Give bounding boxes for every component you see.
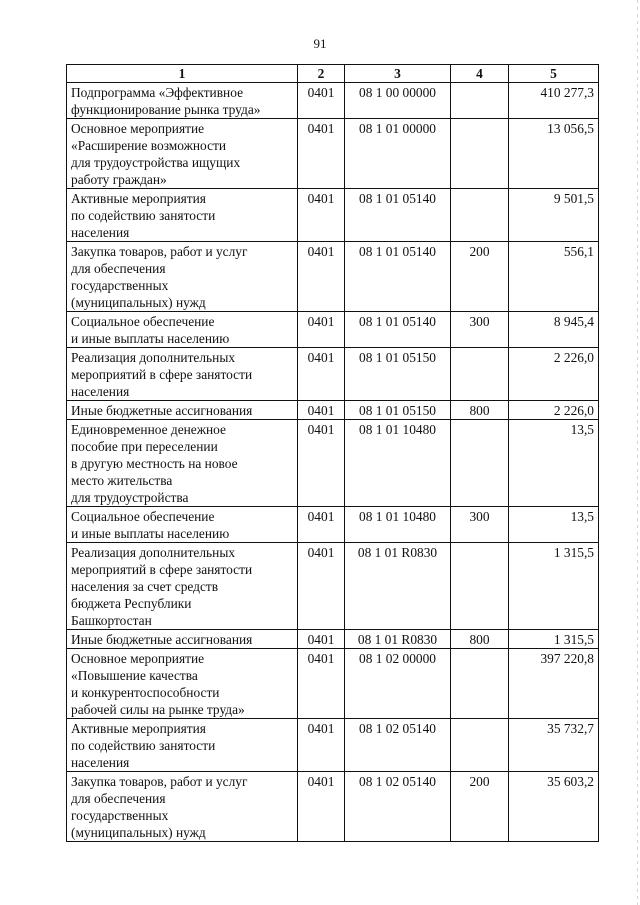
cell-name: Социальное обеспечение и иные выплаты населению — [67, 312, 298, 348]
cell-amount: 2 226,0 — [509, 401, 599, 420]
cell-name: Закупка товаров, работ и услуг для обеспечения государственных (муниципальных) нужд — [67, 772, 298, 842]
cell-amount: 556,1 — [509, 242, 599, 312]
table-row — [67, 401, 599, 420]
cell-section-code: 0401 — [298, 189, 345, 242]
header-col-3: 3 — [345, 65, 451, 83]
cell-section-code: 0401 — [298, 719, 345, 772]
cell-section-code: 0401 — [298, 507, 345, 543]
cell-section-code: 0401 — [298, 242, 345, 312]
table-row — [67, 649, 599, 719]
cell-target-code: 08 1 01 10480 — [345, 420, 451, 507]
table-row — [67, 543, 599, 630]
cell-target-code: 08 1 01 05150 — [345, 401, 451, 420]
cell-amount: 397 220,8 — [509, 649, 599, 719]
table-row — [67, 507, 599, 543]
table-row — [67, 83, 599, 119]
table-row — [67, 119, 599, 189]
cell-expense-type: 800 — [451, 630, 509, 649]
cell-section-code: 0401 — [298, 772, 345, 842]
cell-expense-type: 200 — [451, 772, 509, 842]
cell-expense-type — [451, 420, 509, 507]
table-row — [67, 630, 599, 649]
scan-edge — [637, 0, 638, 905]
cell-expense-type — [451, 83, 509, 119]
header-col-1: 1 — [67, 65, 298, 83]
cell-amount: 9 501,5 — [509, 189, 599, 242]
cell-name: Закупка товаров, работ и услуг для обеспечения государственных (муниципальных) нужд — [67, 242, 298, 312]
page-number: 91 — [313, 36, 327, 51]
cell-amount: 13,5 — [509, 507, 599, 543]
cell-amount: 8 945,4 — [509, 312, 599, 348]
cell-name: Активные мероприятия по содействию занятости населения — [67, 189, 298, 242]
cell-expense-type — [451, 348, 509, 401]
cell-target-code: 08 1 00 00000 — [345, 83, 451, 119]
cell-section-code: 0401 — [298, 119, 345, 189]
cell-amount: 410 277,3 — [509, 83, 599, 119]
cell-target-code: 08 1 01 05140 — [345, 189, 451, 242]
cell-section-code: 0401 — [298, 649, 345, 719]
cell-expense-type: 200 — [451, 242, 509, 312]
cell-target-code: 08 1 01 10480 — [345, 507, 451, 543]
table-row — [67, 189, 599, 242]
cell-section-code: 0401 — [298, 401, 345, 420]
cell-name: Реализация дополнительных мероприятий в сфере занятости населения — [67, 348, 298, 401]
table-header-row — [67, 65, 599, 83]
cell-target-code: 08 1 01 05140 — [345, 312, 451, 348]
cell-expense-type: 300 — [451, 312, 509, 348]
cell-name: Активные мероприятия по содействию занятости населения — [67, 719, 298, 772]
cell-section-code: 0401 — [298, 630, 345, 649]
cell-name: Подпрограмма «Эффективное функционирование рынка труда» — [67, 83, 298, 119]
cell-target-code: 08 1 02 05140 — [345, 772, 451, 842]
cell-target-code: 08 1 01 00000 — [345, 119, 451, 189]
cell-target-code: 08 1 01 05150 — [345, 348, 451, 401]
cell-name: Единовременное денежное пособие при переселении в другую местность на новое место жительства для трудоустройства — [67, 420, 298, 507]
table-row — [67, 772, 599, 842]
budget-table — [66, 64, 599, 842]
cell-amount: 13 056,5 — [509, 119, 599, 189]
cell-expense-type: 800 — [451, 401, 509, 420]
header-col-2: 2 — [298, 65, 345, 83]
table-row — [67, 312, 599, 348]
cell-section-code: 0401 — [298, 420, 345, 507]
cell-name: Социальное обеспечение и иные выплаты населению — [67, 507, 298, 543]
table-row — [67, 348, 599, 401]
cell-expense-type — [451, 543, 509, 630]
cell-target-code: 08 1 01 R0830 — [345, 630, 451, 649]
cell-target-code: 08 1 02 05140 — [345, 719, 451, 772]
table-row — [67, 420, 599, 507]
cell-name: Иные бюджетные ассигнования — [67, 630, 298, 649]
cell-amount: 35 732,7 — [509, 719, 599, 772]
table-body — [67, 83, 599, 842]
table-row — [67, 719, 599, 772]
cell-amount: 1 315,5 — [509, 543, 599, 630]
table-row — [67, 242, 599, 312]
cell-expense-type — [451, 649, 509, 719]
cell-expense-type — [451, 189, 509, 242]
cell-name: Реализация дополнительных мероприятий в сфере занятости населения за счет средств бюджета Республики Башкортостан — [67, 543, 298, 630]
cell-amount: 1 315,5 — [509, 630, 599, 649]
cell-target-code: 08 1 01 05140 — [345, 242, 451, 312]
cell-expense-type — [451, 719, 509, 772]
cell-amount: 35 603,2 — [509, 772, 599, 842]
cell-target-code: 08 1 01 R0830 — [345, 543, 451, 630]
cell-section-code: 0401 — [298, 348, 345, 401]
cell-section-code: 0401 — [298, 83, 345, 119]
cell-section-code: 0401 — [298, 543, 345, 630]
cell-expense-type — [451, 119, 509, 189]
cell-amount: 2 226,0 — [509, 348, 599, 401]
cell-name: Иные бюджетные ассигнования — [67, 401, 298, 420]
cell-section-code: 0401 — [298, 312, 345, 348]
cell-amount: 13,5 — [509, 420, 599, 507]
cell-target-code: 08 1 02 00000 — [345, 649, 451, 719]
header-col-5: 5 — [509, 65, 599, 83]
cell-expense-type: 300 — [451, 507, 509, 543]
header-col-4: 4 — [451, 65, 509, 83]
cell-name: Основное мероприятие «Расширение возможности для трудоустройства ищущих работу граждан» — [67, 119, 298, 189]
cell-name: Основное мероприятие «Повышение качества и конкурентоспособности рабочей силы на рынке труда» — [67, 649, 298, 719]
